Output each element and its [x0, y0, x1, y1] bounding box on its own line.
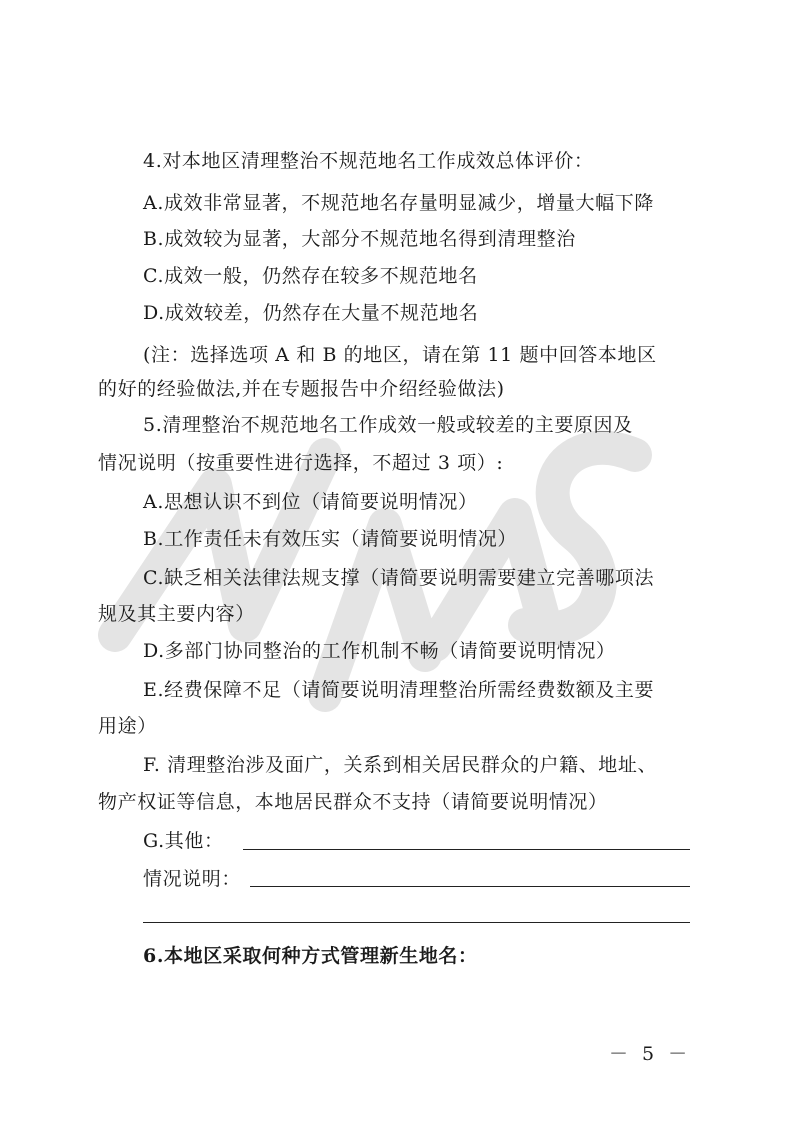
q5-option-a: A.思想认识不到位（请简要说明情况）	[143, 491, 478, 513]
q5-option-g-label: G.其他：	[143, 830, 224, 852]
q4-option-c: C.成效一般，仍然存在较多不规范地名	[143, 265, 478, 287]
q5-option-f-line2: 物产权证等信息，本地居民群众不支持（请简要说明情况）	[98, 791, 608, 813]
q4-note-line1: (注：选择选项 A 和 B 的地区，请在第 11 题中回答本地区	[143, 344, 657, 366]
other-input-line[interactable]	[243, 849, 690, 850]
explain-label: 情况说明：	[143, 868, 242, 890]
q5-option-e-line2: 用途）	[98, 715, 157, 737]
q6-title: 6.本地区采取何种方式管理新生地名：	[143, 945, 478, 967]
q5-title-line2: 情况说明（按重要性进行选择，不超过 3 项）:	[98, 452, 504, 474]
q4-title: 4.对本地区清理整治不规范地名工作成效总体评价：	[143, 150, 594, 172]
q5-title-line1: 5.清理整治不规范地名工作成效一般或较差的主要原因及	[143, 414, 633, 436]
q4-note-line2: 的好的经验做法,并在专题报告中介绍经验做法)	[98, 378, 505, 400]
page-number: － 5 －	[609, 1043, 692, 1065]
q5-option-e-line1: E.经费保障不足（请简要说明清理整治所需经费数额及主要	[143, 679, 655, 701]
q5-option-d: D.多部门协同整治的工作机制不畅（请简要说明情况）	[143, 640, 616, 662]
q5-option-b: B.工作责任未有效压实（请简要说明情况）	[143, 528, 518, 550]
explain-input-line-2[interactable]	[143, 922, 690, 923]
q4-option-b: B.成效较为显著，大部分不规范地名得到清理整治	[143, 228, 576, 250]
explain-input-line[interactable]	[250, 886, 690, 887]
q5-option-c-line2: 规及其主要内容）	[98, 603, 255, 625]
q4-option-a: A.成效非常显著，不规范地名存量明显减少，增量大幅下降	[143, 192, 654, 214]
q5-option-f-line1: F. 清理整治涉及面广，关系到相关居民群众的户籍、地址、	[143, 754, 658, 776]
q5-option-c-line1: C.缺乏相关法律法规支撑（请简要说明需要建立完善哪项法	[143, 567, 655, 589]
q4-option-d: D.成效较差，仍然存在大量不规范地名	[143, 302, 479, 324]
